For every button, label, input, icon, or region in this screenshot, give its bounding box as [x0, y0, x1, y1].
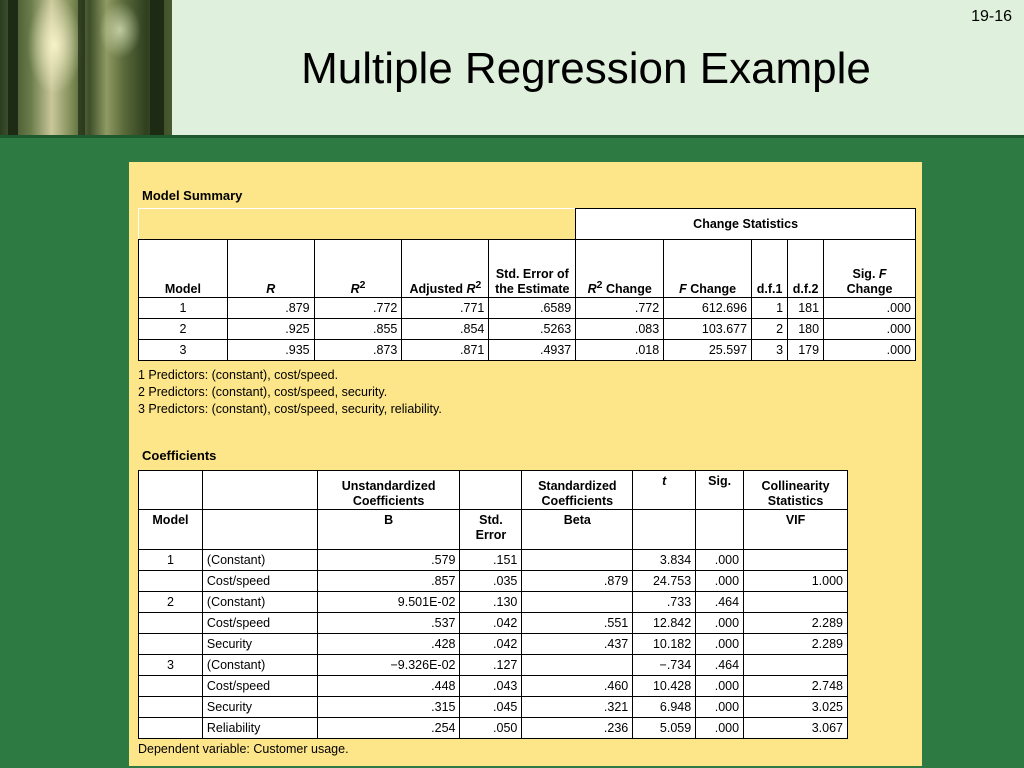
table-cell: .925	[227, 319, 314, 340]
table-cell: 24.753	[633, 571, 696, 592]
table-cell: .254	[317, 718, 460, 739]
table-cell	[139, 718, 203, 739]
note-line: 3 Predictors: (constant), cost/speed, security, reliability.	[138, 402, 442, 416]
table-cell	[139, 676, 203, 697]
table-row	[139, 550, 848, 571]
header-divider	[0, 135, 1024, 138]
table-cell: 10.428	[633, 676, 696, 697]
col-vif: VIF	[744, 510, 848, 550]
col-sig: Sig.	[696, 471, 744, 510]
table-cell: .537	[317, 613, 460, 634]
note-line: 2 Predictors: (constant), cost/speed, security.	[138, 385, 388, 399]
table-cell: .000	[824, 298, 916, 319]
table-cell: Cost/speed	[202, 571, 317, 592]
table-row	[139, 655, 848, 676]
table-cell: .018	[576, 340, 664, 361]
table-cell: .236	[522, 718, 633, 739]
table-cell: .871	[402, 340, 489, 361]
table-cell: .042	[460, 634, 522, 655]
table-cell: .042	[460, 613, 522, 634]
col-model: Model	[139, 510, 203, 550]
table-cell: .772	[314, 298, 402, 319]
table-cell: .464	[696, 592, 744, 613]
col-std-error: Std. Error	[460, 510, 522, 550]
table-row	[139, 697, 848, 718]
table-cell: 3	[139, 655, 203, 676]
table-cell: −.734	[633, 655, 696, 676]
col-df1: d.f.1	[752, 240, 788, 298]
col-f-change: F Change	[664, 240, 752, 298]
table-cell: 612.696	[664, 298, 752, 319]
col-unstandardized: Unstandardized Coefficients	[317, 471, 460, 510]
coefficients-title: Coefficients	[142, 448, 217, 463]
table-cell: 6.948	[633, 697, 696, 718]
table-cell: .6589	[489, 298, 576, 319]
table-cell: 3.067	[744, 718, 848, 739]
table-cell	[522, 655, 633, 676]
table-cell	[744, 592, 848, 613]
table-cell: .879	[227, 298, 314, 319]
table-cell: 9.501E-02	[317, 592, 460, 613]
col-r: R	[227, 240, 314, 298]
table-cell: .130	[460, 592, 522, 613]
dependent-variable-note: Dependent variable: Customer usage.	[138, 742, 349, 756]
slide-title: Multiple Regression Example	[301, 44, 871, 93]
table-row	[139, 298, 916, 319]
table-cell: .321	[522, 697, 633, 718]
table-cell: 25.597	[664, 340, 752, 361]
col-std-error: Std. Error of the Estimate	[489, 240, 576, 298]
table-cell	[139, 697, 203, 718]
table-cell: .854	[402, 319, 489, 340]
table-cell: 1	[139, 298, 228, 319]
table-cell: 5.059	[633, 718, 696, 739]
table-cell	[139, 571, 203, 592]
table-cell: .127	[460, 655, 522, 676]
table-cell: .045	[460, 697, 522, 718]
table-cell: .043	[460, 676, 522, 697]
table-cell: (Constant)	[202, 655, 317, 676]
model-summary-title: Model Summary	[142, 188, 243, 203]
table-cell: 3	[752, 340, 788, 361]
table-cell: .437	[522, 634, 633, 655]
table-cell: .428	[317, 634, 460, 655]
table-cell: .855	[314, 319, 402, 340]
table-cell: .733	[633, 592, 696, 613]
table-row	[139, 718, 848, 739]
table-cell: .448	[317, 676, 460, 697]
table-cell: Reliability	[202, 718, 317, 739]
table-cell: 2.289	[744, 634, 848, 655]
forest-image	[0, 0, 172, 137]
table-row	[139, 592, 848, 613]
col-t: t	[633, 471, 696, 510]
table-cell: 2	[139, 319, 228, 340]
table-row	[139, 634, 848, 655]
table-cell	[744, 550, 848, 571]
table-cell: (Constant)	[202, 550, 317, 571]
table-cell: 3	[139, 340, 228, 361]
table-cell: 1.000	[744, 571, 848, 592]
table-cell: 10.182	[633, 634, 696, 655]
table-cell: .000	[696, 550, 744, 571]
table-cell: .000	[696, 676, 744, 697]
col-sig-f-change: Sig. F Change	[824, 240, 916, 298]
table-cell: .935	[227, 340, 314, 361]
col-collinearity: Collinearity Statistics	[744, 471, 848, 510]
table-cell: .579	[317, 550, 460, 571]
col-df2: d.f.2	[788, 240, 824, 298]
col-r2: $R^2$	[314, 240, 402, 298]
table-cell: .000	[696, 697, 744, 718]
table-cell: .000	[824, 319, 916, 340]
table-cell: Cost/speed	[202, 613, 317, 634]
table-cell: .000	[824, 340, 916, 361]
table-cell	[139, 613, 203, 634]
table-cell: .551	[522, 613, 633, 634]
predictor-notes	[138, 367, 442, 418]
slide-header	[0, 0, 1024, 137]
coefficients-body	[139, 550, 848, 739]
col-b: B	[317, 510, 460, 550]
model-summary-table	[138, 208, 916, 361]
table-cell: .771	[402, 298, 489, 319]
table-cell	[139, 634, 203, 655]
table-cell: .000	[696, 571, 744, 592]
col-standardized: Standardized Coefficients	[522, 471, 633, 510]
table-cell: 180	[788, 319, 824, 340]
table-cell: 181	[788, 298, 824, 319]
table-cell: (Constant)	[202, 592, 317, 613]
table-cell: Security	[202, 697, 317, 718]
col-adjusted-r2: Adjusted $R^2$	[402, 240, 489, 298]
table-cell: 179	[788, 340, 824, 361]
table-cell: .035	[460, 571, 522, 592]
table-cell: −9.326E-02	[317, 655, 460, 676]
table-cell: .772	[576, 298, 664, 319]
col-model: Model	[139, 240, 228, 298]
table-cell: .5263	[489, 319, 576, 340]
table-row	[139, 676, 848, 697]
table-cell	[522, 592, 633, 613]
table-cell: 12.842	[633, 613, 696, 634]
table-cell: 3.025	[744, 697, 848, 718]
table-cell: .464	[696, 655, 744, 676]
table-cell: .857	[317, 571, 460, 592]
table-cell: .151	[460, 550, 522, 571]
table-cell: 3.834	[633, 550, 696, 571]
table-cell	[522, 550, 633, 571]
model-summary-body	[139, 298, 916, 361]
output-panel	[129, 162, 922, 766]
table-cell: 2	[752, 319, 788, 340]
table-cell: 103.677	[664, 319, 752, 340]
col-r2-change: $R^2$ Change	[576, 240, 664, 298]
table-cell: .000	[696, 634, 744, 655]
table-cell: .879	[522, 571, 633, 592]
table-cell: .4937	[489, 340, 576, 361]
table-row	[139, 319, 916, 340]
coefficients-table	[138, 470, 848, 739]
slide-number: 19-16	[971, 8, 1012, 25]
table-cell: 1	[752, 298, 788, 319]
table-cell: 2.748	[744, 676, 848, 697]
table-cell: .000	[696, 718, 744, 739]
table-cell: Security	[202, 634, 317, 655]
table-cell: .000	[696, 613, 744, 634]
note-line: 1 Predictors: (constant), cost/speed.	[138, 368, 339, 382]
table-cell: .460	[522, 676, 633, 697]
table-cell	[744, 655, 848, 676]
table-cell: .050	[460, 718, 522, 739]
table-cell: Cost/speed	[202, 676, 317, 697]
change-statistics-header: Change Statistics	[576, 209, 916, 240]
table-cell: .873	[314, 340, 402, 361]
table-cell: 1	[139, 550, 203, 571]
col-beta: Beta	[522, 510, 633, 550]
table-row	[139, 613, 848, 634]
table-cell: .315	[317, 697, 460, 718]
table-row	[139, 571, 848, 592]
table-cell: 2.289	[744, 613, 848, 634]
table-cell: .083	[576, 319, 664, 340]
table-row	[139, 340, 916, 361]
table-cell: 2	[139, 592, 203, 613]
